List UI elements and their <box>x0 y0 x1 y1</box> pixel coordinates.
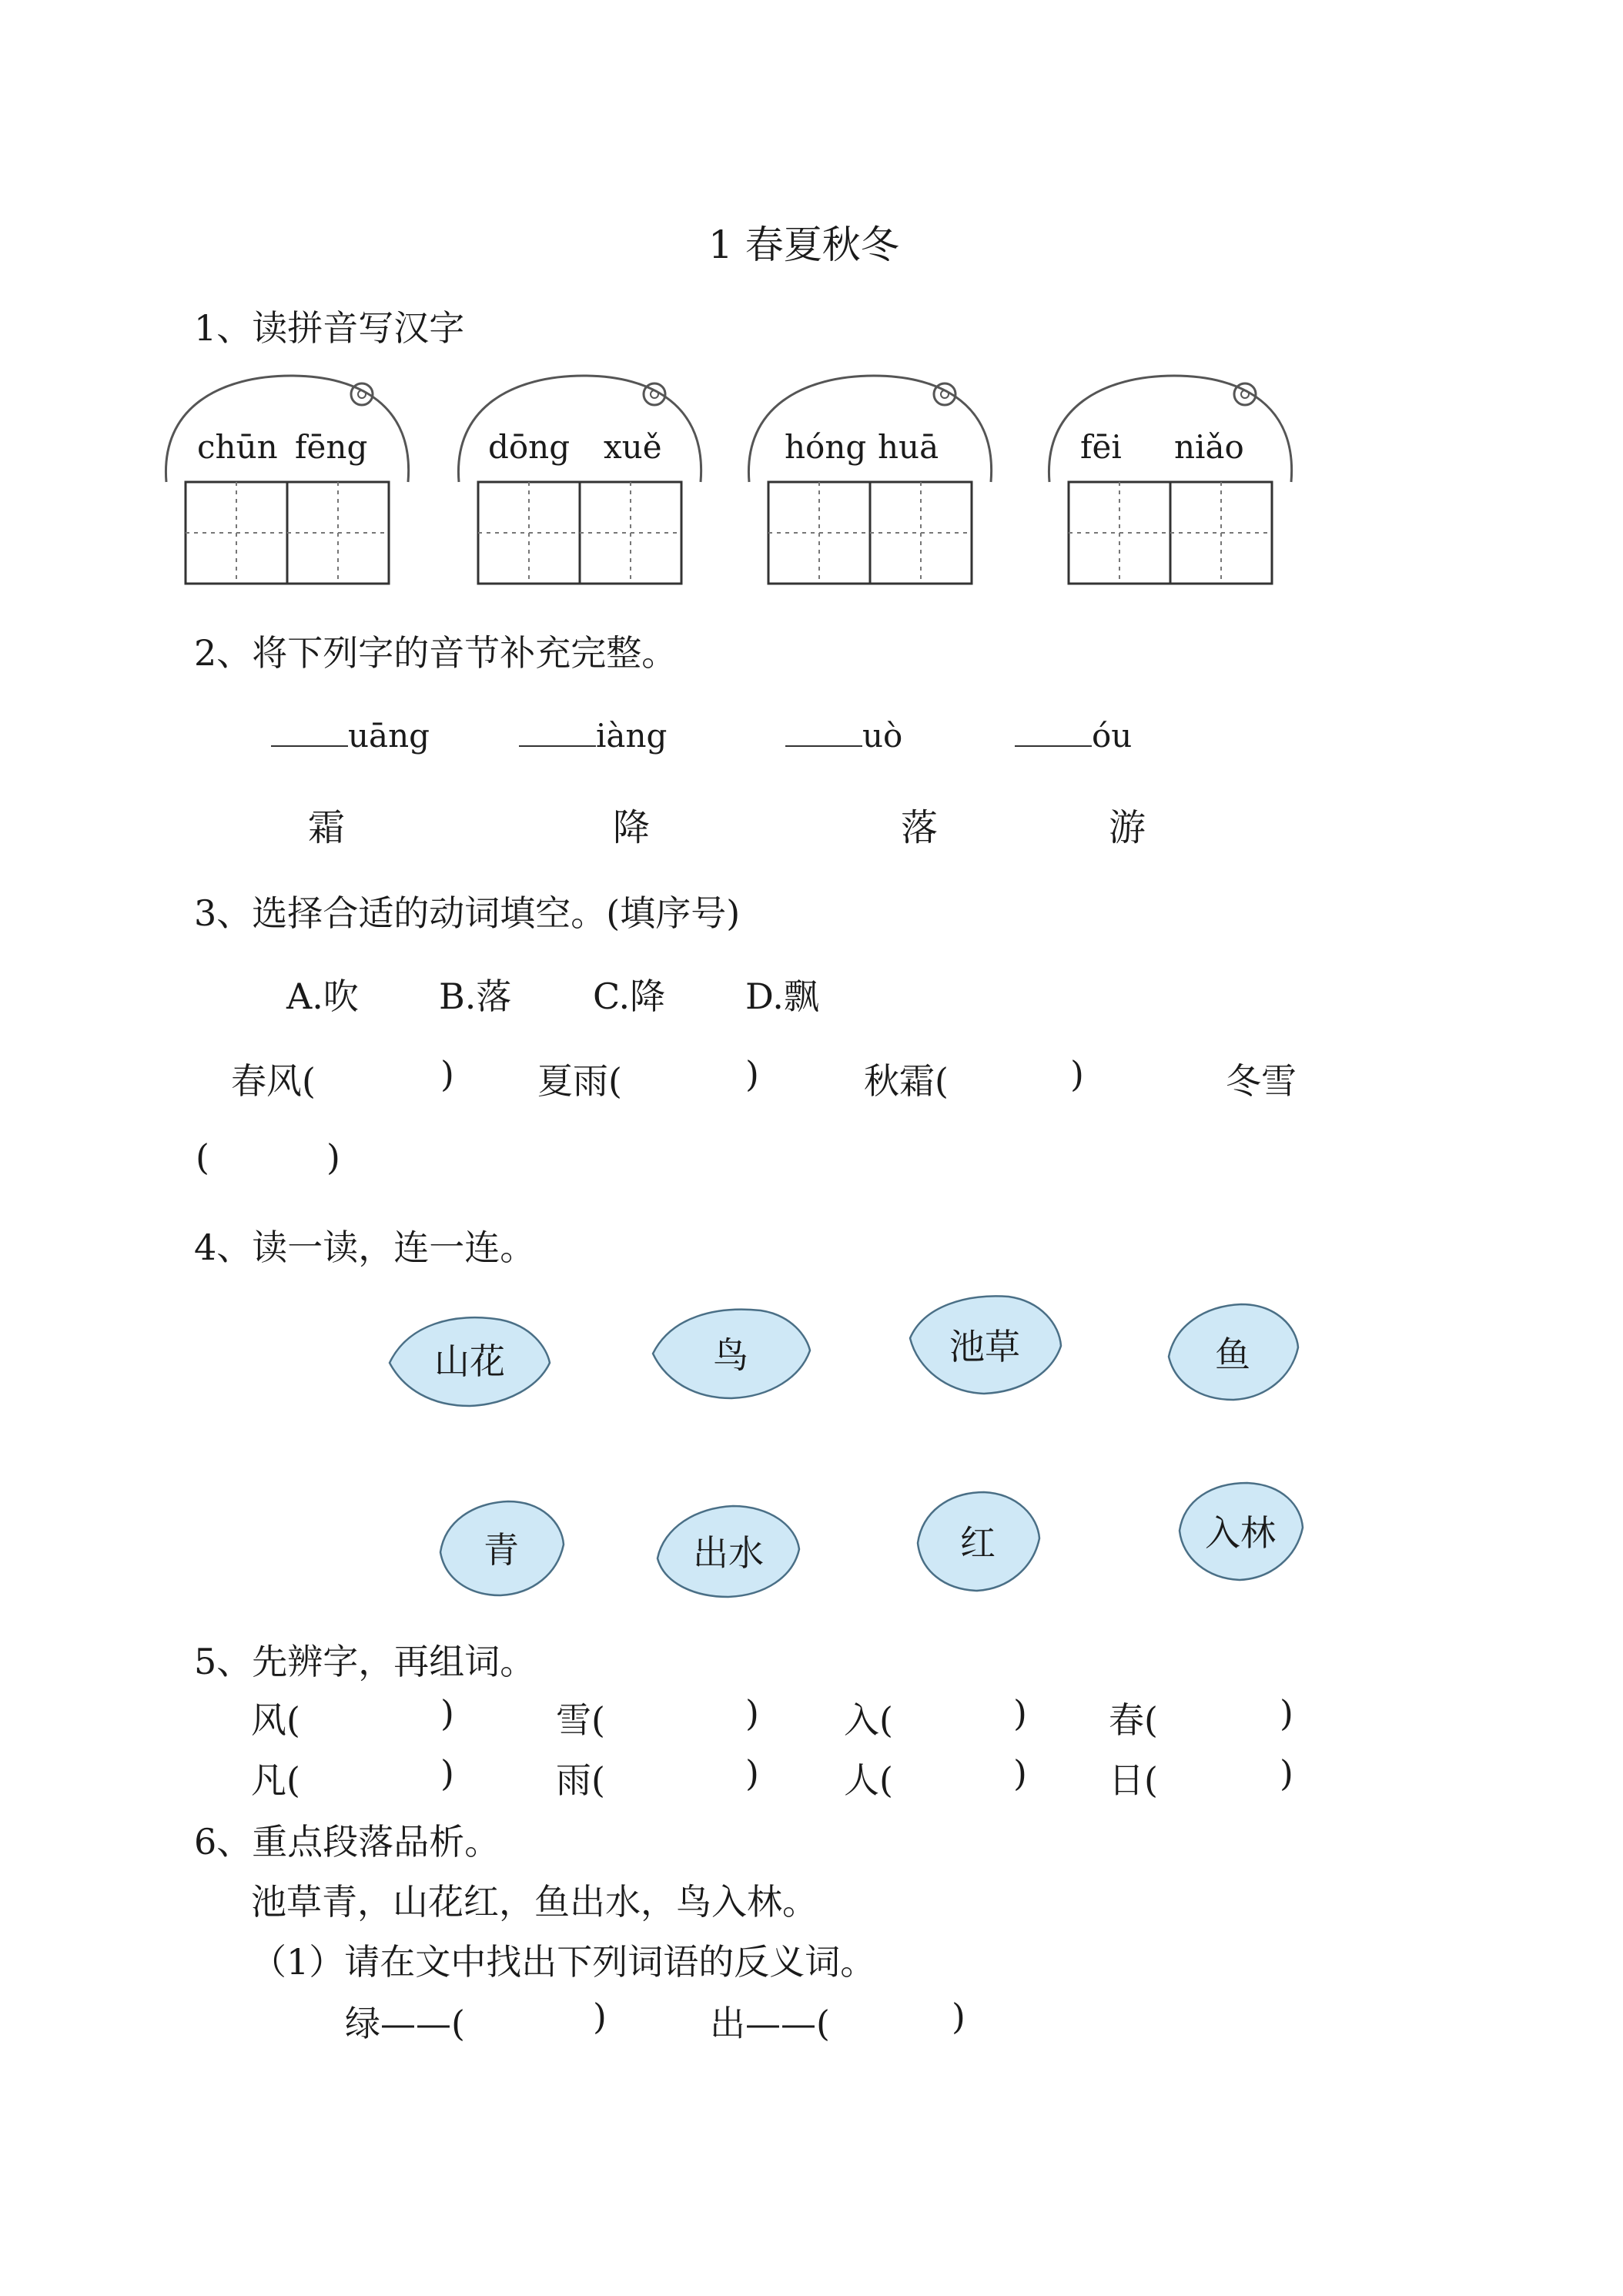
q5-r2-c2-open: 雨( <box>556 1759 605 1801</box>
leaf-top-2-label: 鸟 <box>713 1334 748 1376</box>
q6-pair-2-close: ) <box>952 1996 965 2037</box>
q3-blank-4-close: ) <box>326 1136 340 1178</box>
q3-blank-2-close: ) <box>745 1053 759 1095</box>
q1-house-4 <box>1043 368 1305 599</box>
answer-line[interactable] <box>1015 715 1092 747</box>
q6-passage: 池草青，山花红，鱼出水，鸟入林。 <box>251 1881 818 1923</box>
q2-char-4: 游 <box>1109 806 1146 849</box>
q5-r2-c4-open: 日( <box>1109 1759 1158 1801</box>
q1-house-1 <box>160 368 422 599</box>
pinyin-4b: niǎo <box>1174 428 1244 466</box>
pinyin-4a: fēi <box>1080 428 1122 466</box>
q6-subquestion-1: （1）请在文中找出下列词语的反义词。 <box>251 1941 876 1983</box>
answer-line[interactable] <box>271 715 348 747</box>
leaf-top-3-label: 池草 <box>949 1326 1020 1367</box>
leaf-bottom-3-label: 红 <box>960 1522 996 1564</box>
q5-r2-c1-open: 凡( <box>251 1759 300 1801</box>
leaf-bottom-2-label: 出水 <box>693 1532 764 1574</box>
house-outline-2 <box>453 368 714 599</box>
pinyin-2b: xuě <box>604 428 662 466</box>
q5-heading: 5、先辨字，再组词。 <box>194 1641 536 1682</box>
syllable-2: iàng <box>596 717 668 755</box>
answer-line[interactable] <box>785 715 862 747</box>
leaf-bottom-1[interactable] <box>436 1497 567 1598</box>
q3-blank-3-close: ) <box>1070 1053 1084 1095</box>
q6-pair-2-open: 出——( <box>710 2003 830 2044</box>
q6-heading: 6、重点段落品析。 <box>194 1821 500 1863</box>
q5-r2-c4-close: ) <box>1280 1752 1293 1794</box>
house-outline-1 <box>160 368 422 599</box>
q5-r2-c3-open: 人( <box>844 1759 893 1801</box>
leaf-top-1[interactable] <box>385 1309 554 1409</box>
q5-r1-c3-open: 入( <box>844 1699 893 1741</box>
q2-char-2: 降 <box>613 806 651 849</box>
house-outline-3 <box>743 368 1005 599</box>
leaf-top-1-label: 山花 <box>434 1340 505 1382</box>
pinyin-1a: chūn <box>197 428 278 466</box>
q5-r1-c2-close: ) <box>745 1692 759 1734</box>
q5-r1-c4-close: ) <box>1280 1692 1293 1734</box>
q3-blank-2-open: 夏雨( <box>537 1060 622 1102</box>
q3-option-d: D.飘 <box>745 976 819 1017</box>
q6-pair-1-close: ) <box>593 1996 607 2037</box>
q1-house-3 <box>743 368 1005 599</box>
q3-blank-1-open: 春风( <box>231 1060 316 1102</box>
q3-blank-1-close: ) <box>440 1053 454 1095</box>
syllable-3: uò <box>862 717 903 755</box>
q5-r1-c1-open: 风( <box>251 1699 300 1741</box>
syllable-1: uāng <box>348 717 430 755</box>
q2-char-1: 霜 <box>308 806 346 849</box>
house-outline-4 <box>1043 368 1305 599</box>
pinyin-3a: hóng <box>785 428 867 466</box>
q2-char-3: 落 <box>901 806 939 849</box>
q5-r1-c1-close: ) <box>440 1692 454 1734</box>
leaf-bottom-2[interactable] <box>653 1501 804 1600</box>
q5-r1-c4-open: 春( <box>1109 1699 1158 1741</box>
q5-r1-c3-close: ) <box>1013 1692 1027 1734</box>
q3-option-b: B.落 <box>439 976 512 1017</box>
leaf-bottom-4[interactable] <box>1175 1478 1306 1583</box>
q2-blank-1[interactable] <box>271 715 430 755</box>
pinyin-1b: fēng <box>295 428 368 466</box>
q2-blank-3[interactable] <box>785 715 902 755</box>
q5-r2-c3-close: ) <box>1013 1752 1027 1794</box>
q5-r2-c1-close: ) <box>440 1752 454 1794</box>
q2-heading: 2、将下列字的音节补充完整。 <box>194 632 678 674</box>
q3-blank-4-label: 冬雪 <box>1226 1060 1297 1102</box>
q3-option-c: C.降 <box>593 976 666 1017</box>
q1-house-2 <box>453 368 714 599</box>
leaf-top-2[interactable] <box>648 1303 813 1403</box>
q1-heading: 1、读拼音写汉字 <box>194 307 465 349</box>
leaf-bottom-3[interactable] <box>913 1488 1042 1594</box>
q5-r1-c2-open: 雪( <box>556 1699 605 1741</box>
q5-r2-c2-close: ) <box>745 1752 759 1794</box>
answer-line[interactable] <box>519 715 596 747</box>
leaf-top-4-label: 鱼 <box>1215 1334 1250 1375</box>
pinyin-2a: dōng <box>488 428 571 466</box>
q4-heading: 4、读一读，连一连。 <box>194 1227 536 1268</box>
q3-blank-3-open: 秋霜( <box>864 1060 949 1102</box>
q3-heading: 3、选择合适的动词填空。(填序号) <box>194 892 741 934</box>
leaf-bottom-1-label: 青 <box>484 1529 519 1571</box>
q3-option-a: A.吹 <box>286 976 359 1017</box>
leaf-bottom-4-label: 入林 <box>1205 1512 1276 1554</box>
leaf-top-4[interactable] <box>1164 1300 1301 1404</box>
syllable-4: óu <box>1092 717 1133 755</box>
q6-pair-1-open: 绿——( <box>345 2003 465 2044</box>
q2-blank-4[interactable] <box>1015 715 1132 755</box>
page-title: 1 春夏秋冬 <box>708 223 899 267</box>
pinyin-3b: huā <box>878 428 939 466</box>
q3-blank-4-open: ( <box>196 1136 209 1178</box>
leaf-top-3[interactable] <box>905 1292 1064 1397</box>
q2-blank-2[interactable] <box>519 715 667 755</box>
